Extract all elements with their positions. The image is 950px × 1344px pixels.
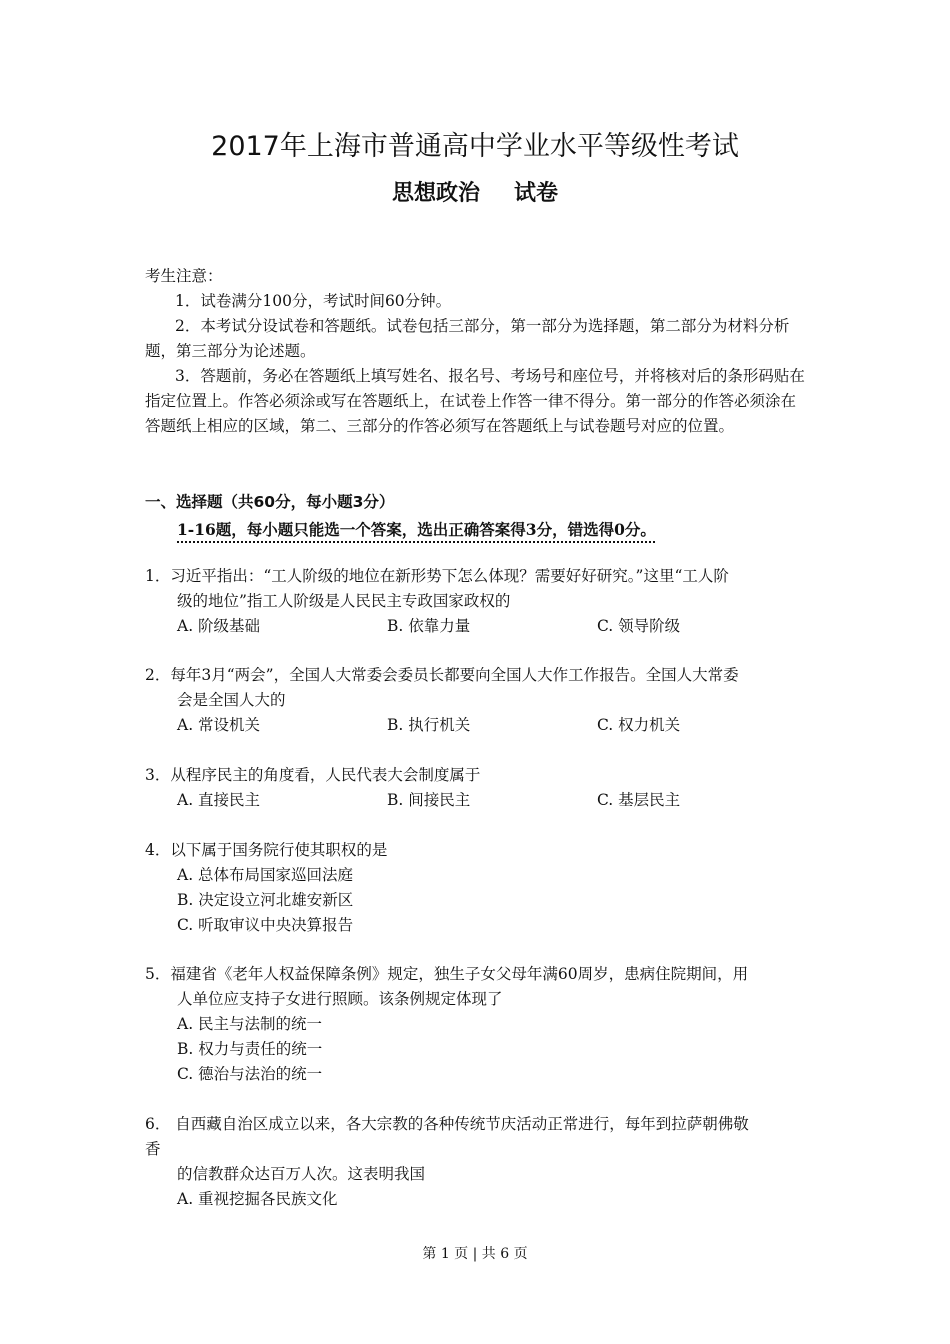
- notice-item-1: 1．试卷满分100分，考试时间60分钟。: [175, 292, 452, 310]
- question-text-cont: 会是全国人大的: [177, 691, 286, 709]
- section-1-title: 一、选择题（共60分，每小题3分）: [145, 493, 395, 511]
- paper-label: 试卷: [514, 181, 559, 206]
- question-text: 6． 自西藏自治区成立以来，各大宗教的各种传统节庆活动正常进行，每年到拉萨朝佛敬: [145, 1115, 749, 1133]
- option-c[interactable]: C. 德治与法治的统一: [177, 1065, 323, 1083]
- option-b[interactable]: B. 依靠力量: [387, 617, 471, 635]
- question-text-cont: 的信教群众达百万人次。这表明我国: [177, 1165, 426, 1183]
- option-a[interactable]: A. 常设机关: [177, 716, 261, 734]
- option-c[interactable]: C. 听取审议中央决算报告: [177, 916, 354, 934]
- option-c[interactable]: C. 基层民主: [597, 791, 681, 809]
- question-5: [145, 962, 807, 1087]
- option-b[interactable]: B. 间接民主: [387, 791, 471, 809]
- notice-item-3: 3．答题前，务必在答题纸上填写姓名、报名号、考场号和座位号，并将核对后的条形码贴在指定位置上。作答必须涂或写在答题纸上，在试卷上作答一律不得分。第一部分的作答必须涂在答题纸上相应的区域，第二、三部分的作答必须写在答题纸上与试卷题号对应的位置。: [145, 367, 805, 435]
- option-a[interactable]: A. 阶级基础: [177, 617, 261, 635]
- option-a[interactable]: A. 重视挖掘各民族文化: [177, 1190, 338, 1208]
- option-a[interactable]: A. 总体布局国家巡回法庭: [177, 866, 354, 884]
- page-footer: 第 1 页 | 共 6 页: [422, 1246, 528, 1262]
- option-c[interactable]: C. 领导阶级: [597, 617, 681, 635]
- question-text-cont: 人单位应支持子女进行照顾。该条例规定体现了: [177, 990, 503, 1008]
- notice-block: [145, 264, 807, 439]
- option-b[interactable]: B. 权力与责任的统一: [177, 1040, 323, 1058]
- section-1-instruction: 1-16题，每小题只能选一个答案，选出正确答案得3分，错选得0分。: [177, 520, 656, 539]
- question-text: 5．福建省《老年人权益保障条例》规定，独生子女父母年满60周岁，患病住院期间，用: [145, 965, 749, 983]
- option-b[interactable]: B. 执行机关: [387, 716, 471, 734]
- option-a[interactable]: A. 直接民主: [177, 791, 261, 809]
- option-b[interactable]: B. 决定设立河北雄安新区: [177, 891, 354, 909]
- question-4: [145, 838, 807, 938]
- section-1: [145, 490, 807, 542]
- question-text: 3．从程序民主的角度看，人民代表大会制度属于: [145, 766, 481, 784]
- notice-heading: 考生注意：: [145, 267, 223, 285]
- question-text: 1．习近平指出：“工人阶级的地位在新形势下怎么体现？需要好好研究。”这里“工人阶: [145, 567, 729, 585]
- question-2: [145, 663, 807, 738]
- question-text-wrap: 香: [145, 1140, 161, 1158]
- question-1: [145, 564, 807, 639]
- subject-label: 思想政治: [391, 181, 480, 206]
- notice-item-2: 2．本考试分设试卷和答题纸。试卷包括三部分，第一部分为选择题，第二部分为材料分析题，第三部分为论述题。: [145, 317, 790, 360]
- question-text-cont: 级的地位”指工人阶级是人民民主专政国家政权的: [177, 592, 511, 610]
- option-a[interactable]: A. 民主与法制的统一: [177, 1015, 323, 1033]
- question-6: [145, 1112, 807, 1212]
- question-text: 4．以下属于国务院行使其职权的是: [145, 841, 388, 859]
- question-text: 2．每年3月“两会”，全国人大常委会委员长都要向全国人大作工作报告。全国人大常委: [145, 666, 739, 684]
- exam-title: 2017年上海市普通高中学业水平等级性考试: [211, 131, 739, 162]
- question-3: [145, 763, 807, 813]
- option-c[interactable]: C. 权力机关: [597, 716, 681, 734]
- exam-subtitle: [0, 176, 950, 207]
